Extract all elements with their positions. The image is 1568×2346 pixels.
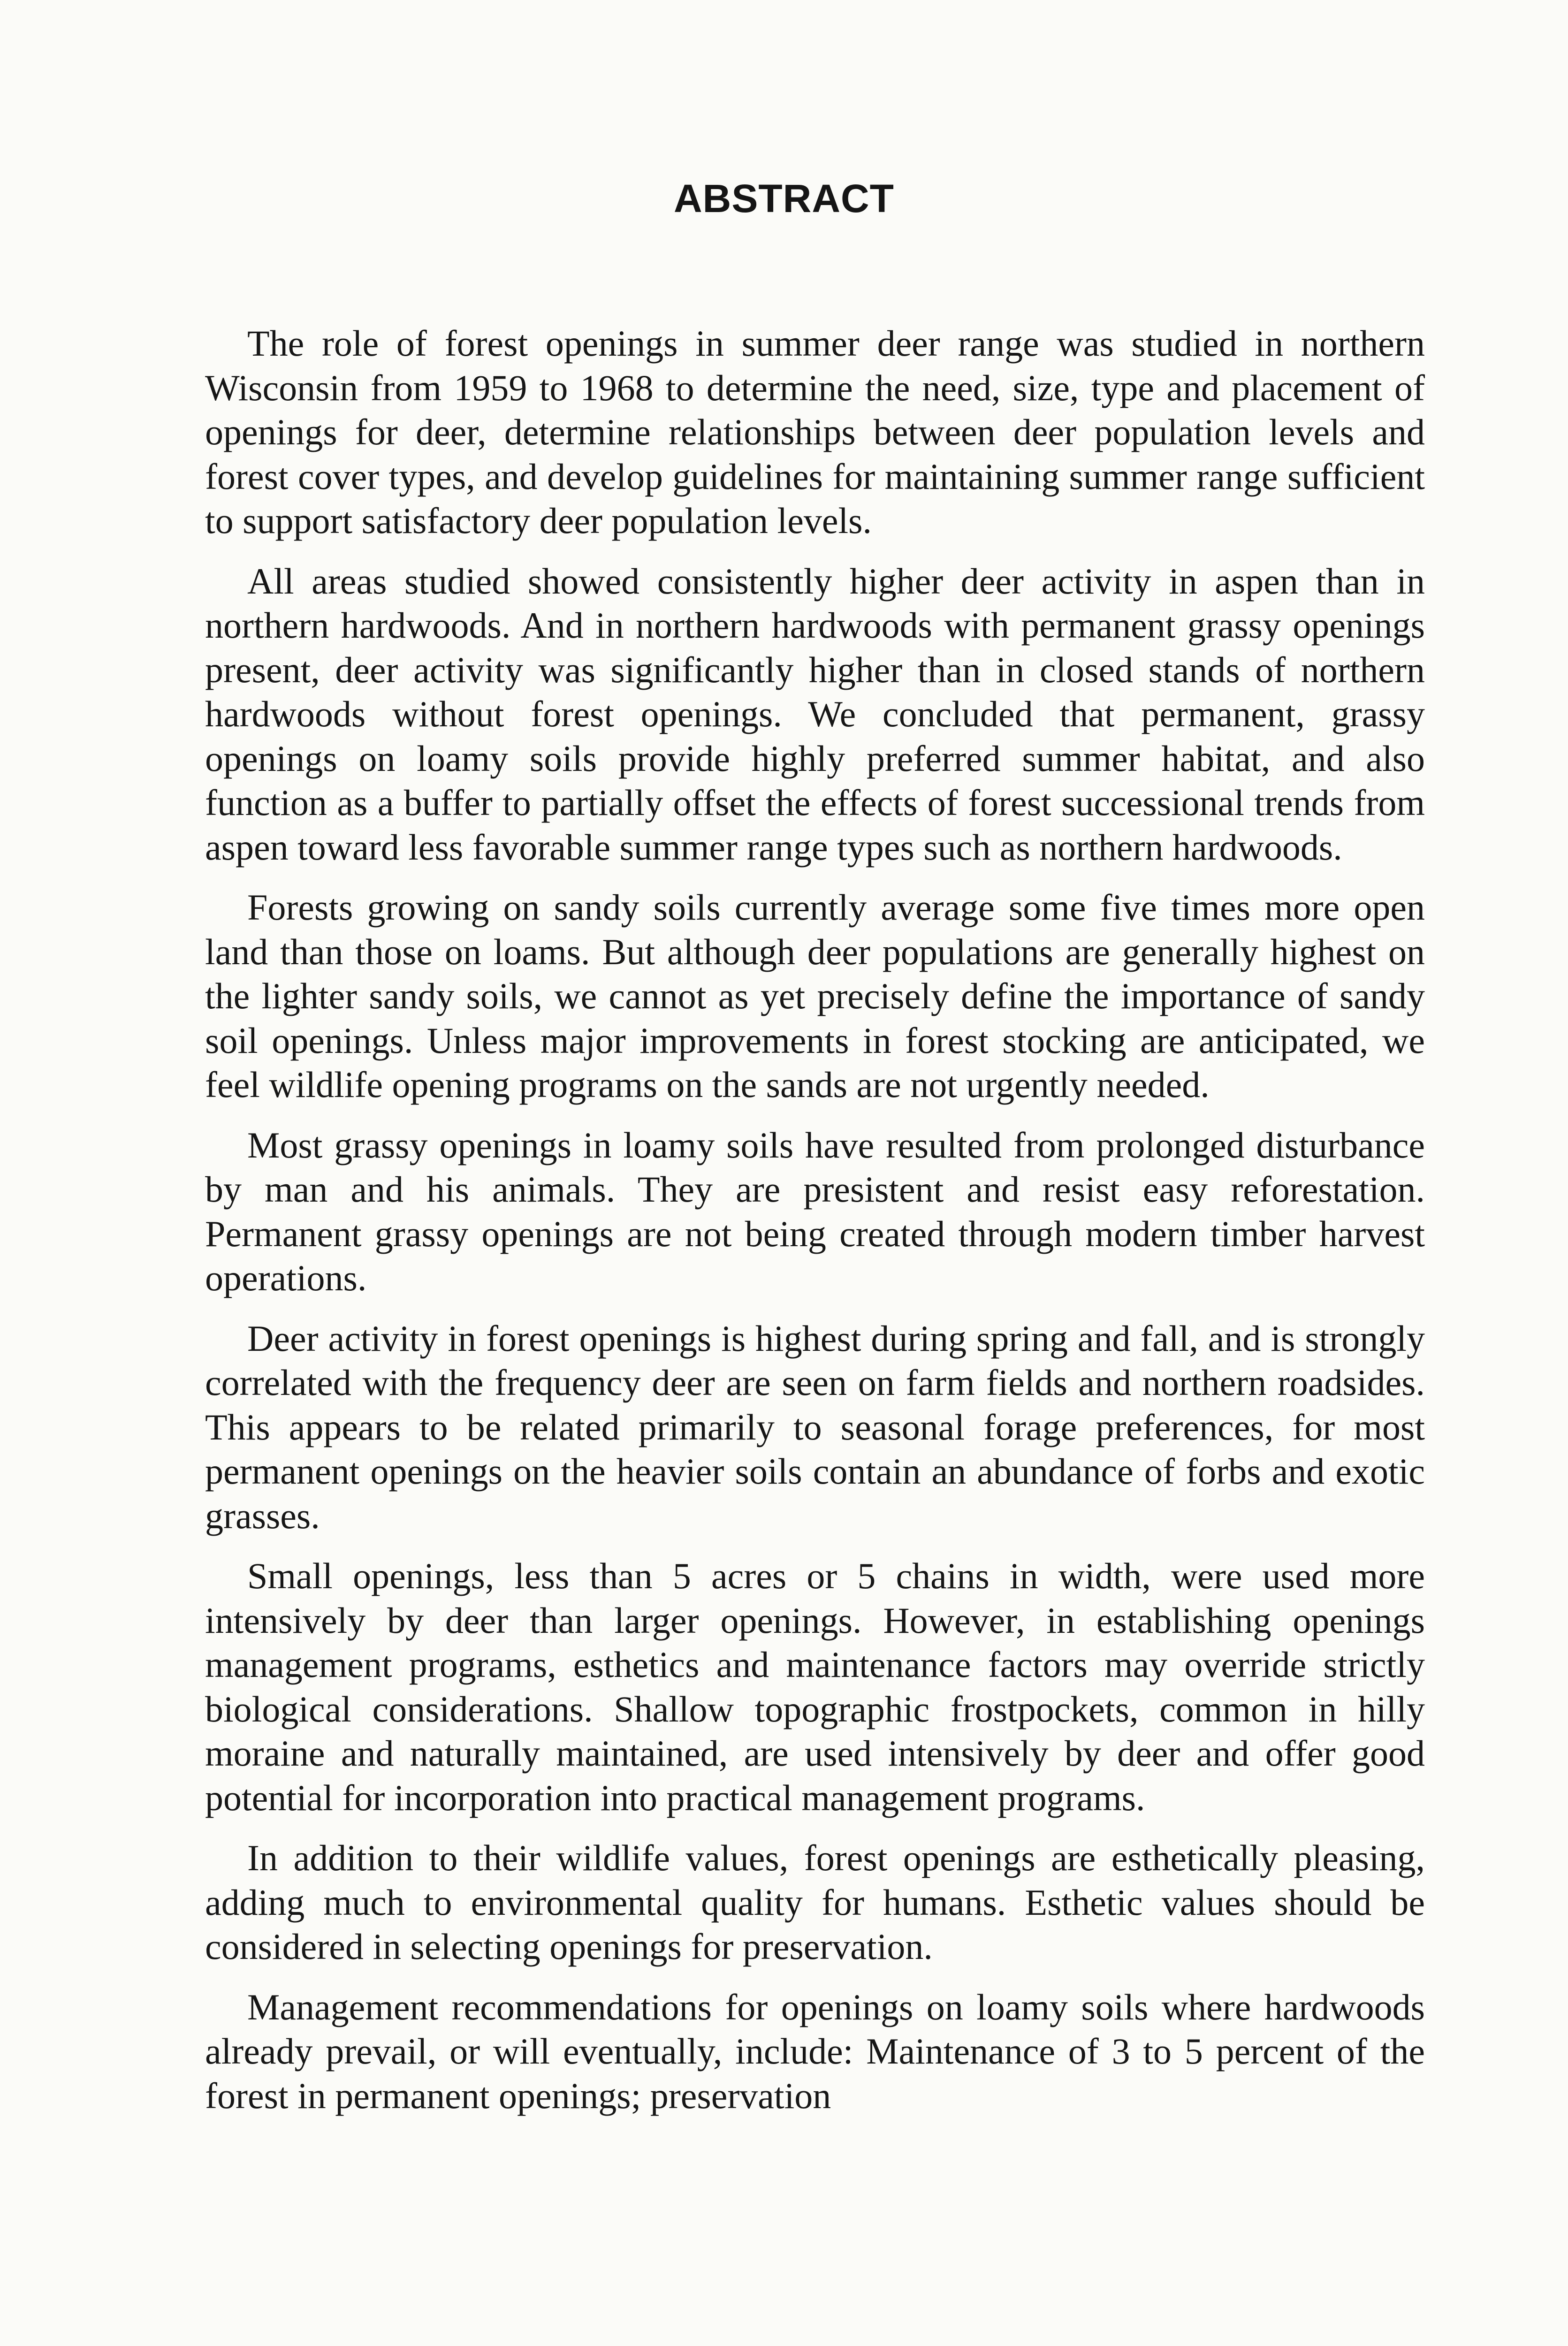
paragraph-6: Small openings, less than 5 acres or 5 chains in width, were used more intensively by deer than larger openings. However, in establishing openings management programs, esthetics and maintenance factors may override strictly biological considerations. Shallow topographic frostpockets, common in hilly moraine and naturally maintained, are used intensively by deer and offer good potential for incorporation into practical management programs. <box>205 1555 1425 1818</box>
paragraph-5: Deer activity in forest openings is highest during spring and fall, and is strongly correlated with the frequency deer are seen on farm fields and northern roadsides. This appears to be related primarily to seasonal forage preferences, for most permanent openings on the heavier soils contain an abundance of forbs and exotic grasses. <box>205 1318 1425 1536</box>
abstract-heading: ABSTRACT <box>674 176 894 221</box>
paragraph-4: Most grassy openings in loamy soils have resulted from prolonged disturbance by man and his animals. They are presistent and resist easy reforestation. Permanent grassy openings are not being created through modern timber harvest operations. <box>205 1124 1425 1298</box>
abstract-body <box>205 321 1425 2118</box>
paragraph-2: All areas studied showed consistently higher deer activity in aspen than in northern hardwoods. And in northern hardwoods with permanent grassy openings present, deer activity was significantly higher than in closed stands of northern hardwoods without forest openings. We concluded that permanent, grassy openings on loamy soils provide highly preferred summer habitat, and also function as a buffer to partially offset the effects of forest successional trends from aspen toward less favorable summer range types such as northern hardwoods. <box>205 560 1425 868</box>
paragraph-7: In addition to their wildlife values, forest openings are esthetically pleasing, adding much to environmental quality for humans. Esthetic values should be considered in selecting openings for preservation. <box>205 1837 1425 1967</box>
paragraph-3: Forests growing on sandy soils currently average some five times more open land than those on loams. But although deer populations are generally highest on the lighter sandy soils, we cannot as yet precisely define the importance of sandy soil openings. Unless major improvements in forest stocking are anticipated, we feel wildlife opening programs on the sands are not urgently needed. <box>205 887 1425 1105</box>
paragraph-1: The role of forest openings in summer deer range was studied in northern Wisconsin from 1959 to 1968 to determine the need, size, type and placement of openings for deer, determine relationships between deer population levels and forest cover types, and develop guidelines for maintaining summer range sufficient to support satisfactory deer population levels. <box>205 323 1425 541</box>
paragraph-8: Management recommendations for openings on loamy soils where hardwoods already prevail, or will eventually, include: Maintenance of 3 to 5 percent of the forest in permanent openings; preservation <box>205 1986 1425 2116</box>
